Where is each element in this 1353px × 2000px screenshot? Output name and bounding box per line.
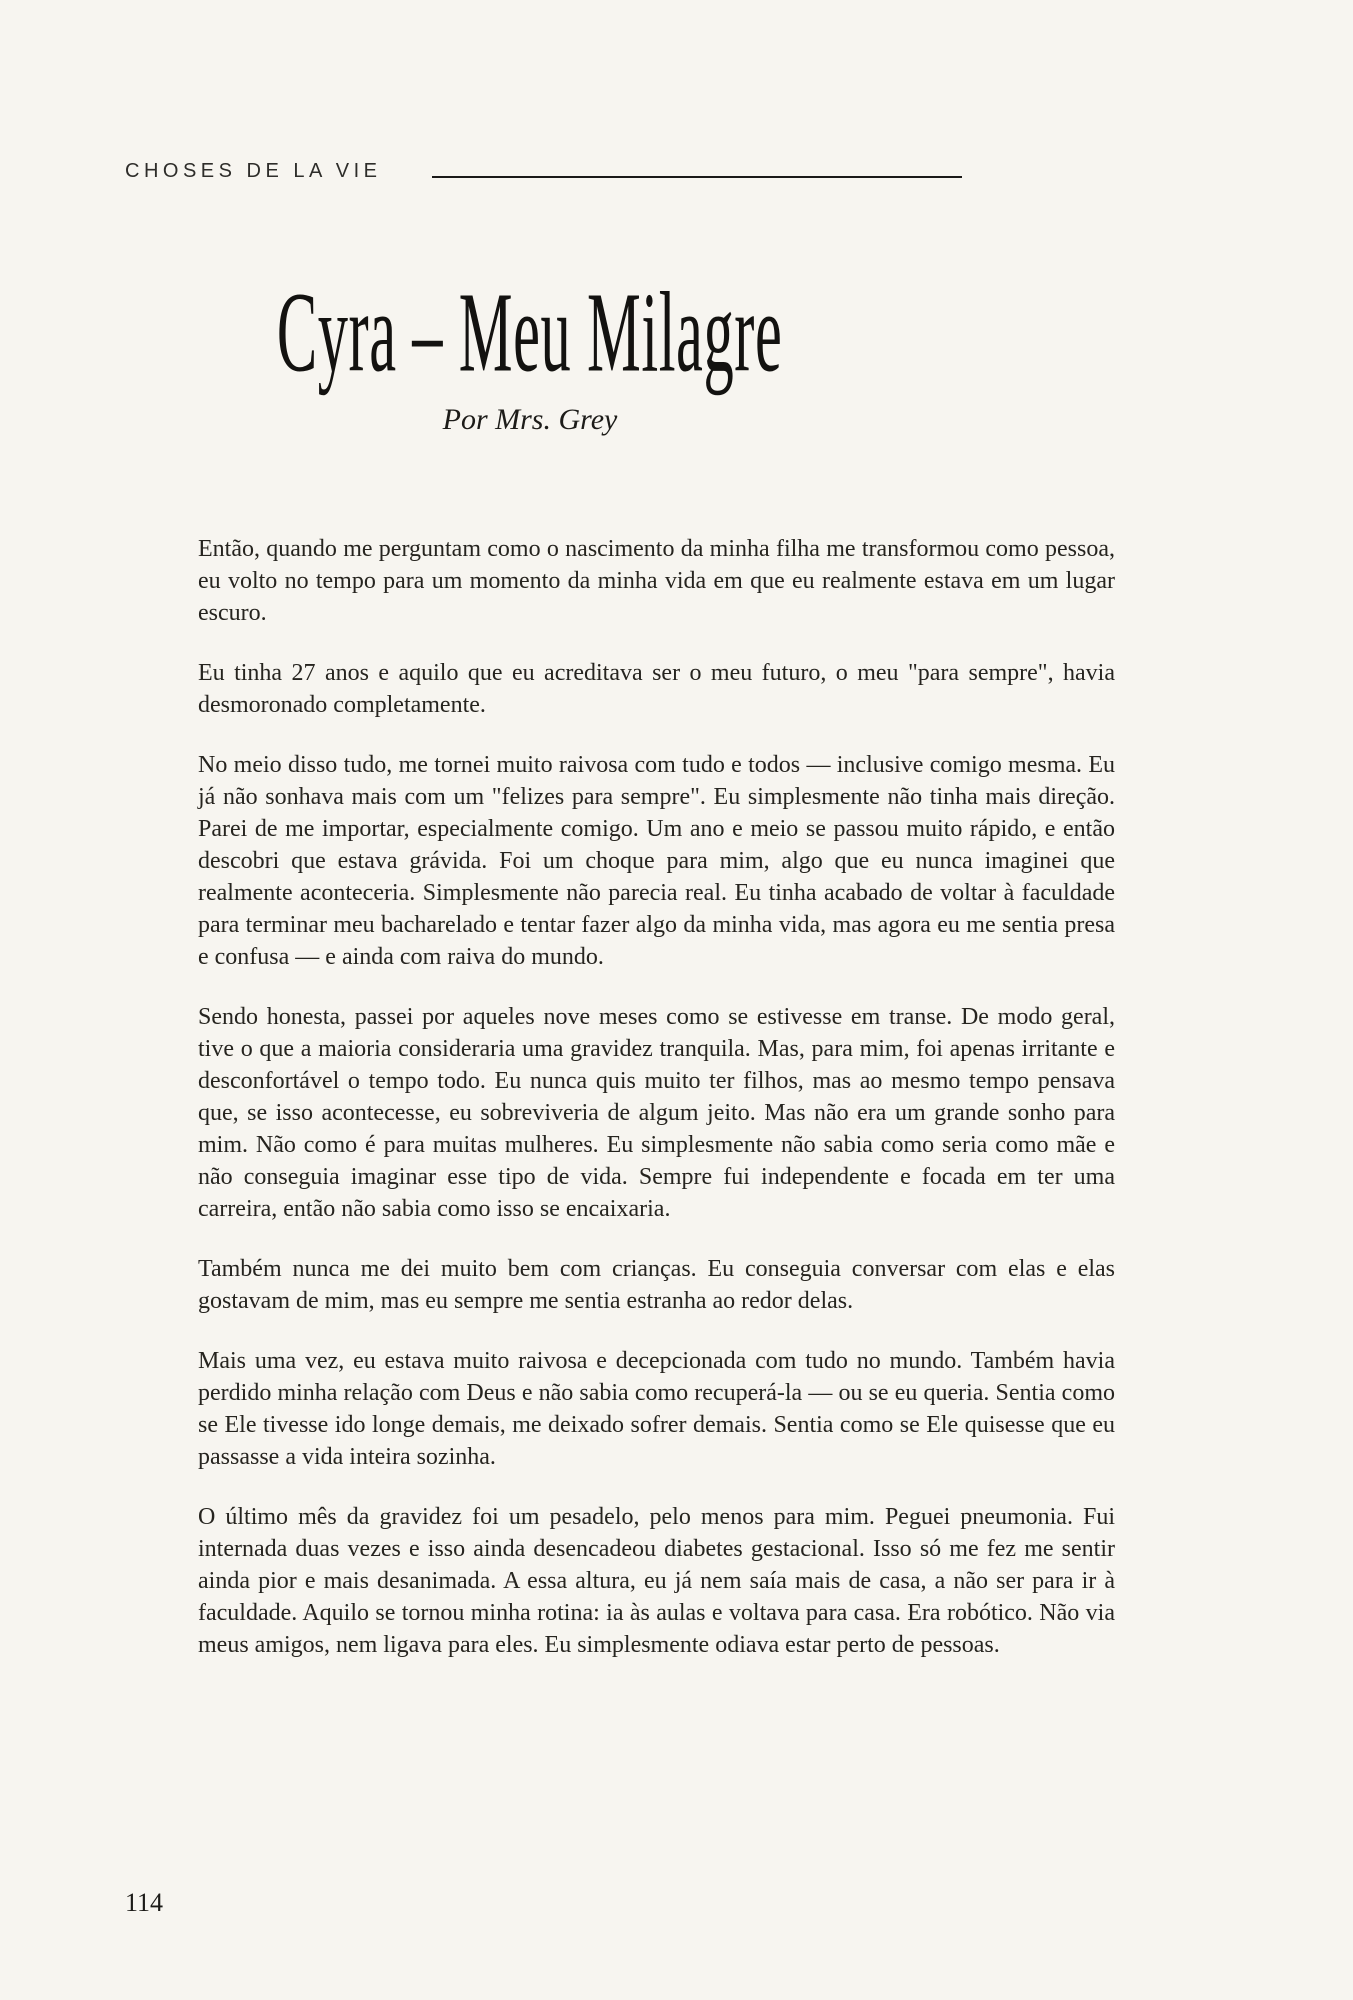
paragraph: O último mês da gravidez foi um pesadelo, pelo menos para mim. Peguei pneumonia. Fui internada duas vezes e isso ainda desencadeou diabetes gestacional. Isso só me fez me sentir ainda pior e mais desanimada. A essa altura, eu já nem saía mais de casa, a não ser para ir à faculdade. Aquilo se tornou minha rotina: ia às aulas e voltava para casa. Era robótico. Não via meus amigos, nem ligava para eles. Eu simplesmente odiava estar perto de pessoas. [198, 1504, 1115, 1658]
paragraph: Então, quando me perguntam como o nascimento da minha filha me transformou como pessoa, eu volto no tempo para um momento da minha vida em que eu realmente estava em um lugar escuro. [198, 536, 1115, 626]
article-body [198, 533, 1115, 1661]
paragraph: Mais uma vez, eu estava muito raivosa e decepcionada com tudo no mundo. Também havia perdido minha relação com Deus e não sabia como recuperá-la — ou se eu queria. Sentia como se Ele tivesse ido longe demais, me deixado sofrer demais. Sentia como se Ele quisesse que eu passasse a vida inteira sozinha. [198, 1348, 1115, 1470]
paragraph: No meio disso tudo, me tornei muito raivosa com tudo e todos — inclusive comigo mesma. Eu já não sonhava mais com um "felizes para sempre". Eu simplesmente não tinha mais direção. Parei de me importar, especialmente comigo. Um ano e meio se passou muito rápido, e então descobri que estava grávida. Foi um choque para mim, algo que eu nunca imaginei que realmente aconteceria. Simplesmente não parecia real. Eu tinha acabado de voltar à faculdade para terminar meu bacharelado e tentar fazer algo da minha vida, mas agora eu me sentia presa e confusa — e ainda com raiva do mundo. [198, 752, 1115, 970]
page-number: 114 [125, 1888, 164, 1917]
masthead-title: CHOSES DE LA VIE [125, 160, 382, 182]
article-byline: Por Mrs. Grey [442, 403, 618, 436]
paragraph: Também nunca me dei muito bem com crianças. Eu conseguia conversar com elas e elas gostavam de mim, mas eu sempre me sentia estranha ao redor delas. [198, 1256, 1115, 1314]
article-title: Cyra – Meu Milagre [277, 268, 783, 396]
title-block [0, 268, 1060, 436]
paragraph: Sendo honesta, passei por aqueles nove meses como se estivesse em transe. De modo geral, tive o que a maioria consideraria uma gravidez tranquila. Mas, para mim, foi apenas irritante e desconfortável o tempo todo. Eu nunca quis muito ter filhos, mas ao mesmo tempo pensava que, se isso acontecesse, eu sobreviveria de algum jeito. Mas não era um grande sonho para mim. Não como é para muitas mulheres. Eu simplesmente não sabia como seria como mãe e não conseguia imaginar esse tipo de vida. Sempre fui independente e focada em ter uma carreira, então não sabia como isso se encaixaria. [198, 1004, 1115, 1222]
masthead-rule [432, 176, 962, 178]
paragraph: Eu tinha 27 anos e aquilo que eu acreditava ser o meu futuro, o meu "para sempre", havia desmoronado completamente. [198, 660, 1115, 718]
